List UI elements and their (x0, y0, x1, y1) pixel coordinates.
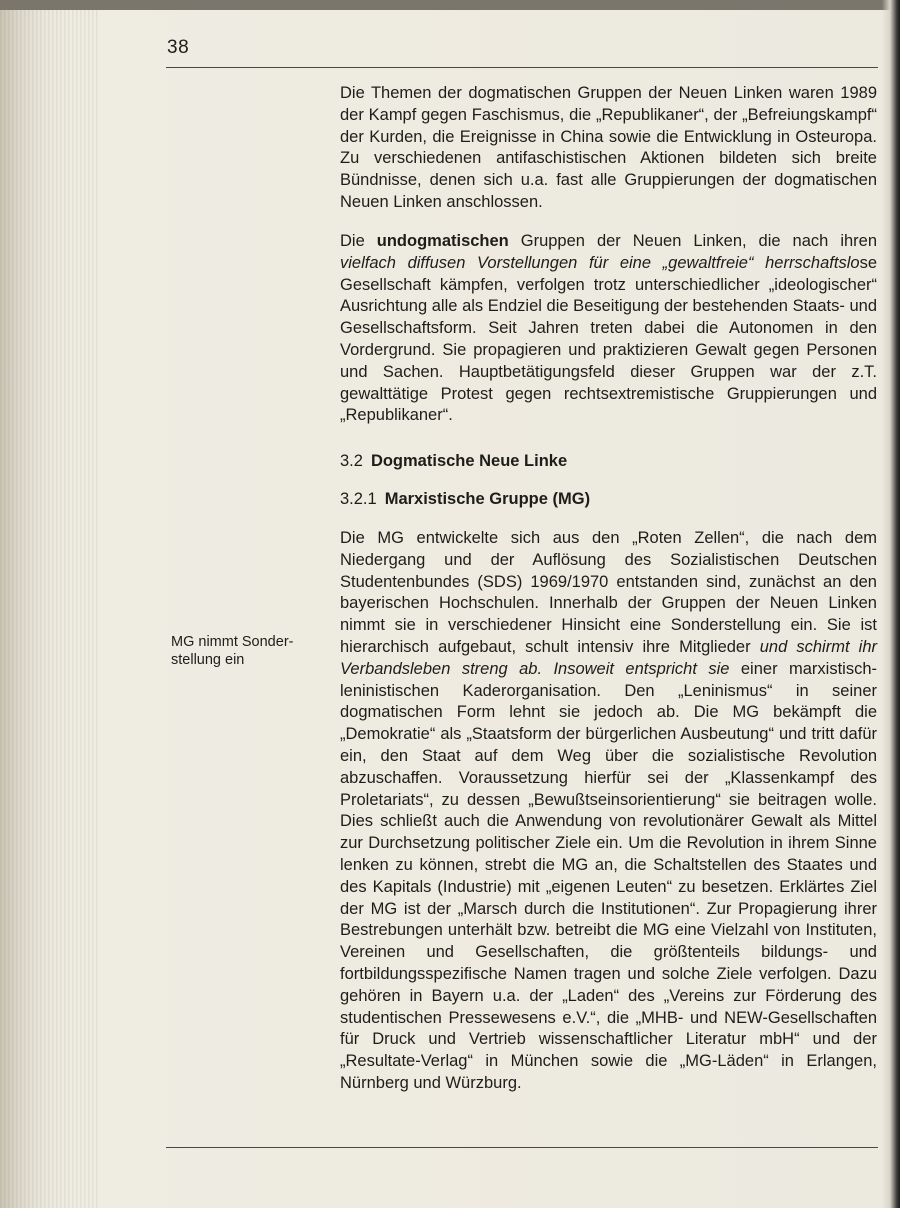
text-run: Gruppen der Neuen Linken, die nach ihren (508, 232, 878, 250)
text-run: Die MG entwickelte sich aus den „Roten Zellen“, die nach dem Niedergang und der Auflösung des Sozialistischen Deutschen Studentenbundes (SDS) 1969/1970 entstanden sind, zunächst an den bayerischen Hochschulen. Innerhalb der Gruppen der Neuen Linken nimmt sie in verschiedener Hinsicht eine Sonderstellung ein. Sie ist hierarchisch aufgebaut, schult intensiv ihre Mitglieder (340, 529, 877, 656)
section-title: Marxistische Gruppe (MG) (384, 490, 591, 508)
bold-term: undogmatischen (376, 232, 509, 250)
text-run: Die (340, 232, 377, 250)
paragraph-undogmatic (340, 231, 877, 427)
header-rule (166, 67, 878, 68)
paragraph-mg (340, 528, 877, 1095)
scan-right-edge (882, 0, 900, 1208)
section-number: 3.2.1 (340, 490, 377, 508)
paragraph-text: Die Themen der dogmatischen Gruppen der Neuen Linken waren 1989 der Kampf gegen Faschismus, die „Republikaner“, der „Befreiungskampf“ der Kurden, die Ereignisse in China sowie die Entwicklung in Osteuropa. Zu verschiedenen antifaschistischen Aktionen bildeten sich breite Bündnisse, denen sich u.a. fast alle Gruppierungen der dogmatischen Neuen Linken anschlossen. (340, 84, 877, 211)
section-title: Dogmatische Neue Linke (370, 452, 568, 470)
section-number: 3.2 (340, 452, 363, 470)
page-number: 38 (167, 37, 190, 58)
section-heading-3-2-1 (340, 489, 877, 511)
margin-note: MG nimmt Sonder- stellung ein (171, 634, 294, 668)
paragraph-text (340, 231, 877, 427)
footer-rule (166, 1147, 878, 1148)
paragraph-themes (340, 83, 877, 214)
paragraph-text (340, 528, 877, 1095)
italic-run: und schirmt ihr Verbandsleben streng ab. Insoweit entspricht sie (340, 637, 877, 678)
text-run: einer marxistisch-leninistischen Kaderorganisation. Den „Leninismus“ in seiner dogmatischen Form lehnt sie jedoch ab. Die MG bekämpft die „Demokratie“ als „Staatsform der bürgerlichen Ausbeutung“ und tritt dafür ein, den Staat auf dem Weg über die sozialistische Revolution abzuschaffen. Voraussetzung hierfür sei der „Klassenkampf des Proletariats“, zu dessen „Bewußtseinsorientierung“ sie beitragen wolle. Dies schließt auch die Anwendung von revolutionärer Gewalt als Mittel zur Durchsetzung politischer Ziele ein. Um die Revolution in ihrem Sinne lenken zu können, strebt die MG an, die Schaltstellen des Staates und des Kapitals (Industrie) mit „eigenen Leuten“ zu besetzen. Erklärtes Ziel der MG ist der „Marsch durch die Institutionen“. Zur Propagierung ihrer Bestrebungen unterhält bzw. betreibt die MG eine Vielzahl von Instituten, Vereinen und Gesellschaften, die größtenteils bildungs- und fortbildungsspezifische Namen tragen und solche Ziele verfolgen. Dazu gehören in Bayern u.a. der „Laden“ des „Vereins zur Förderung des studentischen Pressewesens e.V.“, die „MHB- und NEW-Gesellschaften für Druck und Vertrieb wissenschaftlicher Literatur mbH“ und der „Resultate-Verlag“ in München sowie die „MG-Läden“ in Erlangen, Nürnberg und Würzburg. (340, 659, 877, 1092)
section-heading-3-2 (340, 451, 877, 473)
italic-run: vielfach diffusen Vorstellungen für eine „gewaltfreie“ herrschaftslo (340, 253, 860, 272)
book-binding-edge (0, 0, 100, 1208)
scan-top-edge (0, 0, 900, 10)
text-run: se Gesellschaft kämpfen, verfolgen trotz unterschiedlicher „ideologischer“ Ausrichtung alle als Endziel die Beseitigung der bestehenden Staats- und Gesellschaftsform. Seit Jahren treten dabei die Autonomen in den Vordergrund. Sie propagieren und praktizieren Gewalt gegen Personen und Sachen. Hauptbetätigungsfeld dieser Gruppen war der z.T. gewalttätige Protest gegen rechtsextremistische Gruppierungen und „Republikaner“. (340, 253, 877, 425)
